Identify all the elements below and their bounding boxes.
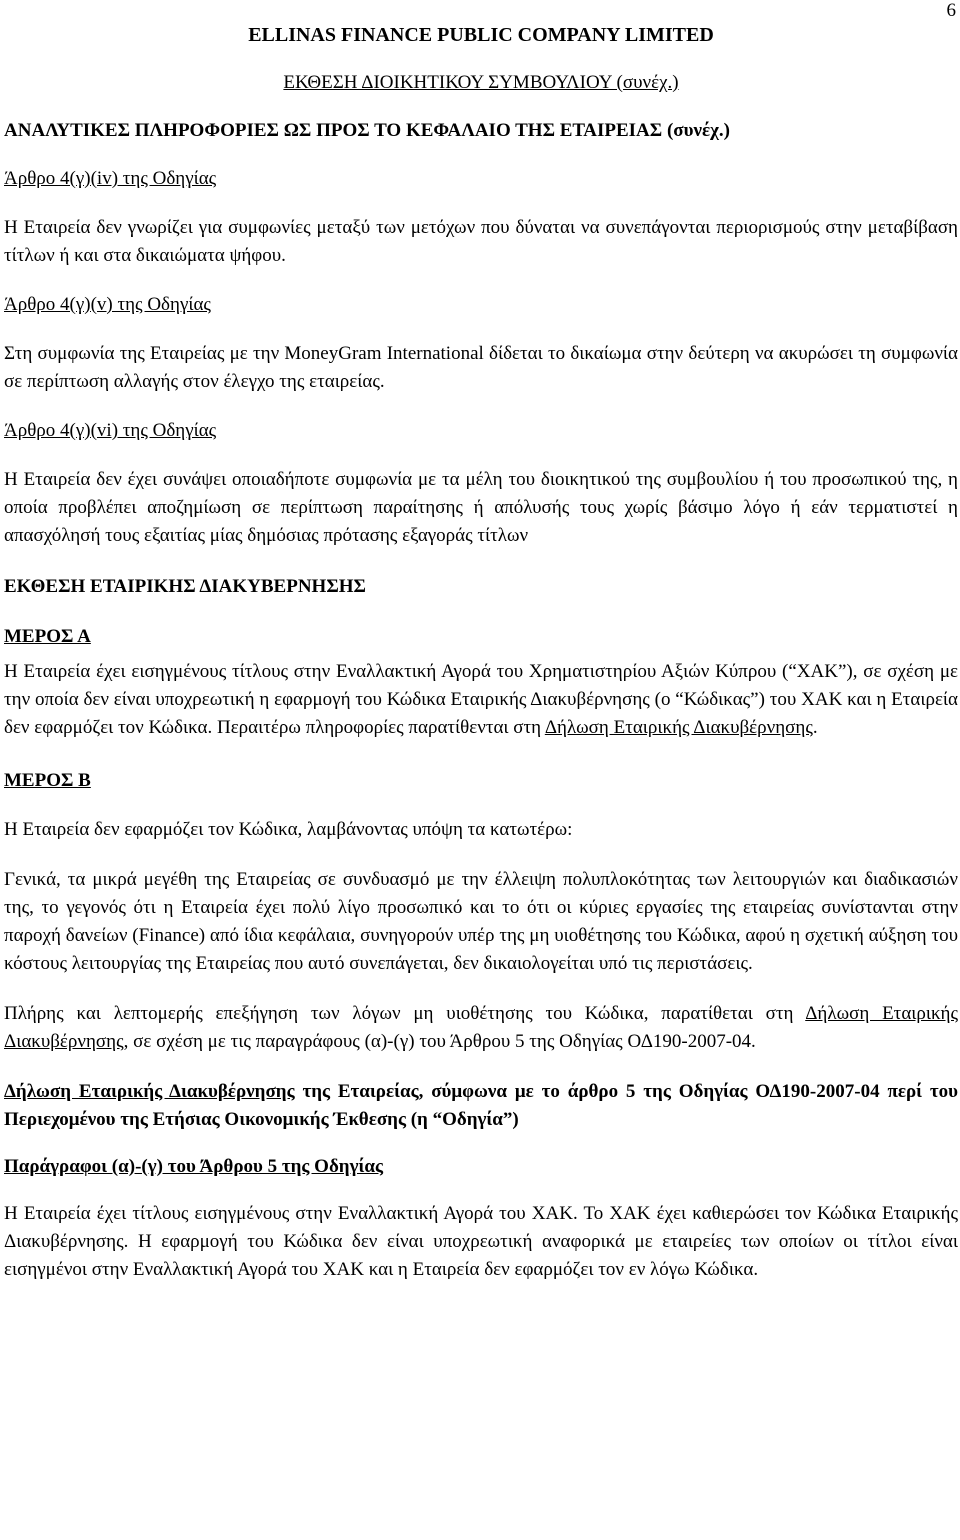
article-v — [4, 292, 958, 396]
section-capital-heading: ΑΝΑΛΥΤΙΚΕΣ ΠΛΗΡΟΦΟΡΙΕΣ ΩΣ ΠΡΟΣ ΤΟ ΚΕΦΑΛΑΙΟ ΤΗΣ ΕΤΑΙΡΕΙΑΣ (συνέχ.) — [4, 120, 730, 141]
part-b — [4, 768, 958, 1056]
part-a-end: . — [812, 717, 818, 738]
article-v-title: Άρθρο 4(γ)(v) της Οδηγίας — [4, 294, 211, 315]
part-b-intro: Η Εταιρεία δεν εφαρμόζει τον Κώδικα, λαμβάνοντας υπόψη τα κατωτέρω: — [4, 819, 573, 840]
final-text: Η Εταιρεία έχει τίτλους εισηγμένους στην Εναλλακτική Αγορά του ΧΑΚ. Το ΧΑΚ έχει καθιερώσει τον Κώδικα Εταιρικής Διακυβέρνησης. Η εφαρμογή του Κώδικα δεν είναι υποχρεωτική αναφορικά με εταιρείες των οποίων οι τίτλοι είναι εισηγμένοι στην Εναλλακτική Αγορά του ΧΑΚ και η Εταιρεία δεν εφαρμόζει τον εν λόγω Κώδικα. — [4, 1203, 958, 1280]
article-vi-text: Η Εταιρεία δεν έχει συνάψει οποιαδήποτε συμφωνία με τα μέλη του διοικητικού της συμβουλίου ή του προσωπικού της, η οποία προβλέπει αποζημίωση σε περίπτωση παραίτησης ή απόλυσής τους χωρίς βάσιμο λόγο ή εάν τερματιστεί η απασχόλησή τους εξαιτίας μίας δημόσιας πρότασης εξαγοράς τίτλων — [4, 469, 958, 546]
governance-heading: ΕΚΘΕΣΗ ΕΤΑΙΡΙΚΗΣ ΔΙΑΚΥΒΕΡΝΗΣΗΣ — [4, 576, 366, 597]
company-name: ELLINAS FINANCE PUBLIC COMPANY LIMITED — [248, 24, 714, 46]
article-vi — [4, 418, 958, 550]
document-page — [4, 0, 958, 1284]
statement-title-link: Δήλωση Εταιρικής Διακυβέρνησης — [4, 1081, 295, 1102]
part-a-title: ΜΕΡΟΣ Α — [4, 626, 91, 647]
part-a-text — [4, 658, 958, 742]
part-b-explanation — [4, 1000, 958, 1056]
article-vi-title: Άρθρο 4(γ)(vi) της Οδηγίας — [4, 420, 217, 441]
part-b-reason: Γενικά, τα μικρά μεγέθη της Εταιρείας σε συνδυασμό με την έλλειψη πολυπλοκότητας των λειτουργιών και διαδικασιών της, το γεγονός ότι η Εταιρεία έχει πολύ λίγο προσωπικό και το ότι οι κύριες εργασίες της εταιρείας συνίστανται στην παροχή δανείων (Finance) από ίδια κεφάλαια, συνηγορούν υπέρ της μη υιοθέτησης του Κώδικα, αφού η σχετική αύξηση του κόστους λειτουργίας της Εταιρείας που αυτό συνεπάγεται, δεν δικαιολογείται υπό τις περιστάσεις. — [4, 869, 958, 974]
statement-title-rest: της Εταιρείας, σύμφωνα με το άρθρο 5 της Οδηγίας ΟΔ190-2007-04 περί του Περιεχομένου της Ετήσιας Οικονομικής Έκθεσης (η “Οδηγία”) — [4, 1081, 959, 1130]
part-a-body: Η Εταιρεία έχει εισηγμένους τίτλους στην Εναλλακτική Αγορά του Χρηματιστηρίου Αξιών Κύπρου (“ΧΑΚ”), σε σχέση με την οποία δεν είναι υποχρεωτική η εφαρμογή του Κώδικα Εταιρικής Διακυβέρνησης (ο “Κώδικας”) του ΧΑΚ και η Εταιρεία δεν εφαρμόζει τον Κώδικα. Περαιτέρω πληροφορίες παρατίθενται στη — [4, 661, 958, 738]
article-iv — [4, 166, 958, 270]
article-iv-text: Η Εταιρεία δεν γνωρίζει για συμφωνίες μεταξύ των μετόχων που δύναται να συνεπάγονται περιορισμούς στην μεταβίβαση τίτλων ή και στα δικαιώματα ψήφου. — [4, 217, 958, 266]
article-iv-title: Άρθρο 4(γ)(iv) της Οδηγίας — [4, 168, 217, 189]
part-b-explain-start: Πλήρης και λεπτομερής επεξήγηση των λόγων μη υιοθέτησης του Κώδικα, παρατίθεται στη — [4, 1003, 794, 1024]
statement-heading — [4, 1078, 958, 1134]
page-number: 6 — [946, 0, 956, 21]
part-a-link[interactable]: Δήλωση Εταιρικής Διακυβέρνησης — [544, 717, 813, 738]
paragraphs-heading: Παράγραφοι (α)-(γ) του Άρθρου 5 της Οδηγίας — [4, 1156, 383, 1177]
part-b-title: ΜΕΡΟΣ Β — [4, 770, 91, 791]
report-subtitle: ΕΚΘΕΣΗ ΔΙΟΙΚΗΤΙΚΟΥ ΣΥΜΒΟΥΛΙΟΥ (συνέχ.) — [283, 72, 679, 93]
part-b-explain-link[interactable]: Δήλωση Εταιρικής Διακυβέρνησης — [4, 1003, 959, 1052]
article-v-text: Στη συμφωνία της Εταιρείας με την MoneyGram International δίδεται το δικαίωμα στην δεύτερη να ακυρώσει τη συμφωνία σε περίπτωση αλλαγής στον έλεγχο της εταιρείας. — [4, 343, 958, 392]
part-b-explain-end: , σε σχέση με τις παραγράφους (α)-(γ) του Άρθρου 5 της Οδηγίας ΟΔ190-2007-04. — [123, 1031, 756, 1052]
part-a — [4, 624, 958, 742]
